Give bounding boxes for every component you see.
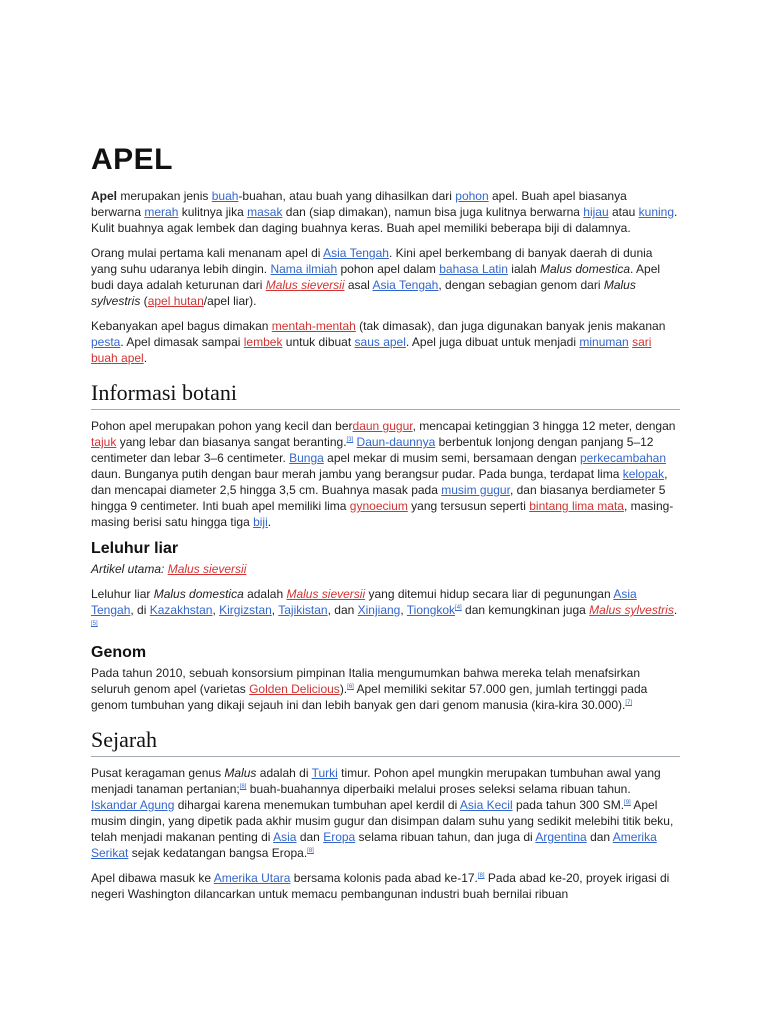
text: Apel musim dingin, yang dipetik pada akhir musim gugur dan disimpan dalam suhu yang sedikit melebihi titik beku, telah menjadi makanan penting di <box>91 798 674 844</box>
link-asia[interactable]: Asia <box>273 830 297 844</box>
reference-9[interactable] <box>624 800 631 806</box>
link-eropa[interactable]: Eropa <box>323 830 356 844</box>
intro-paragraph-2 <box>91 245 680 309</box>
leluhur-paragraph <box>91 586 680 634</box>
text: daun. Bunganya putih dengan baur merah jambu yang berangsur pudar. Pada bunga, terdapat lima <box>91 467 623 481</box>
link-minuman[interactable]: minuman <box>579 335 629 349</box>
link-golden-delicious[interactable]: Golden Delicious <box>249 682 340 696</box>
text: untuk dibuat <box>282 335 355 349</box>
reference-link[interactable]: [8] <box>239 784 247 790</box>
link-kazakhstan[interactable]: Kazakhstan <box>149 603 213 617</box>
reference-4[interactable] <box>455 605 462 611</box>
italic-term: Malus sylvestris <box>91 278 636 308</box>
text: , dan biasanya berdiameter 5 hingga 9 centimeter. Inti buah apel memiliki lima <box>91 483 666 513</box>
text: dan (siap dimakan), namun bisa juga kulitnya berwarna <box>282 205 584 219</box>
text: apel mekar di musim semi, bersamaan dengan <box>323 451 580 465</box>
text: , <box>400 603 407 617</box>
subsection-heading-genom: Genom <box>91 644 147 661</box>
text: Pohon apel merupakan pohon yang kecil dan ber <box>91 419 353 433</box>
link-nama-ilmiah[interactable]: Nama ilmiah <box>270 262 338 276</box>
bold-term: Apel <box>91 189 118 203</box>
link-turki[interactable]: Turki <box>311 766 338 780</box>
link-malus-sieversii[interactable] <box>266 278 345 292</box>
text: adalah <box>243 587 287 601</box>
botani-paragraph <box>91 418 680 530</box>
text: kulitnya jika <box>178 205 248 219</box>
link-text: Malus sieversii <box>286 587 366 601</box>
link-argentina[interactable]: Argentina <box>535 830 587 844</box>
text: , mencapai ketinggian 3 hingga 12 meter, dengan <box>412 419 676 433</box>
text: yang tersusun seperti <box>407 499 530 513</box>
text: Pada abad ke-20, proyek irigasi di negeri Washington dilancarkan untuk memacu pembangunan industri buah bernilai ribuan <box>91 871 670 901</box>
reference-link[interactable]: [7] <box>625 700 632 706</box>
hatnote-link[interactable]: Malus sieversii <box>167 562 247 576</box>
text: . <box>143 351 148 365</box>
reference-5[interactable] <box>91 621 98 627</box>
reference-7[interactable] <box>625 700 632 706</box>
reference-link[interactable]: [5] <box>91 621 98 627</box>
text: (tak dimasak), dan juga digunakan banyak jenis makanan <box>355 319 666 333</box>
text: Leluhur liar <box>91 587 154 601</box>
text: -buahan, atau buah yang dihasilkan dari <box>238 189 456 203</box>
link-kirgizstan[interactable]: Kirgizstan <box>219 603 272 617</box>
link-xinjiang[interactable]: Xinjiang <box>357 603 401 617</box>
text: timur. Pohon apel mungkin merupakan tumbuhan awal yang menjadi tanaman pertanian; <box>91 766 661 796</box>
text: Orang mulai pertama kali menanam apel di <box>91 246 324 260</box>
genom-paragraph <box>91 665 680 713</box>
text: . Apel dimasak sampai <box>120 335 244 349</box>
link-malus-sieversii-2[interactable] <box>286 587 365 601</box>
text: adalah di <box>256 766 312 780</box>
link-buah[interactable]: buah <box>211 189 239 203</box>
section-heading-botani: Informasi botani <box>91 380 680 410</box>
link-kelopak[interactable]: kelopak <box>622 467 665 481</box>
link-perkecambahan[interactable]: perkecambahan <box>579 451 667 465</box>
text: , <box>271 603 279 617</box>
link-sari-buah-apel[interactable]: sari buah apel <box>91 335 652 365</box>
reference-link[interactable]: [9] <box>624 800 631 806</box>
text: asal <box>344 278 373 292</box>
text: , dengan sebagian genom dari <box>438 278 604 292</box>
subsection-heading-leluhur: Leluhur liar <box>91 540 179 557</box>
text: pohon apel dalam <box>337 262 440 276</box>
link-kuning[interactable]: kuning <box>638 205 675 219</box>
link-biji[interactable]: biji <box>253 515 268 529</box>
link-musim-gugur[interactable]: musim gugur <box>441 483 510 497</box>
text: , masing-masing berisi satu hingga tiga <box>91 499 674 529</box>
link-text: Malus sylvestris <box>589 603 674 617</box>
text: Apel dibawa masuk ke <box>91 871 214 885</box>
text: ( <box>140 294 148 308</box>
link-amerika-serikat[interactable]: Amerika Serikat <box>91 830 657 860</box>
text: selama ribuan tahun, dan juga di <box>355 830 536 844</box>
reference-link[interactable]: [8] <box>477 873 485 879</box>
text: ialah <box>507 262 540 276</box>
reference-link[interactable]: [3] <box>346 437 354 443</box>
link-merah[interactable]: merah <box>144 205 179 219</box>
intro-paragraph-1 <box>91 188 680 236</box>
link-bintang-lima-mata[interactable]: bintang lima mata <box>529 499 624 513</box>
intro-paragraph-3 <box>91 318 680 366</box>
text: apel. Buah apel biasanya berwarna <box>91 189 627 219</box>
text: Pusat keragaman genus <box>91 766 225 780</box>
link-saus-apel[interactable]: saus apel <box>354 335 406 349</box>
link-mentah-mentah[interactable]: mentah-mentah <box>271 319 356 333</box>
reference-8b[interactable] <box>307 848 314 854</box>
text: . Apel budi daya adalah keturunan dari <box>91 262 661 292</box>
text: . <box>267 515 272 529</box>
link-daun-daunnya[interactable]: Daun-daunnya <box>356 435 436 449</box>
text: berbentuk lonjong dengan panjang 5–12 centimeter dan lebar 3–6 centimeter. <box>91 435 654 465</box>
text: , dan mencapai diameter 2,5 hingga 3,5 cm. Buahnya masak pada <box>91 467 668 497</box>
link-bahasa-latin[interactable]: bahasa Latin <box>439 262 508 276</box>
reference-6[interactable] <box>347 684 354 690</box>
text: yang lebar dan biasanya sangat beranting. <box>116 435 347 449</box>
link-tiongkok[interactable]: Tiongkok <box>406 603 456 617</box>
link-masak[interactable]: masak <box>247 205 283 219</box>
text: dihargai karena menemukan tumbuhan apel kerdil di <box>174 798 460 812</box>
text: dan <box>296 830 324 844</box>
text: . Kulit buahnya agak lembek dan daging buahnya keras. Buah apel memiliki beberapa biji di dalamnya. <box>91 205 678 235</box>
text: dan <box>586 830 613 844</box>
text: atau <box>608 205 639 219</box>
link-apel-hutan[interactable]: apel hutan <box>147 294 204 308</box>
text: Pada tahun 2010, sebuah konsorsium pimpinan Italia mengumumkan bahwa mereka telah menafsirkan seluruh genom apel (varietas <box>91 666 640 696</box>
link-text: Malus sieversii <box>265 278 345 292</box>
link-malus-sylvestris[interactable] <box>589 603 674 617</box>
text: Kebanyakan apel bagus dimakan <box>91 319 272 333</box>
text: bersama kolonis pada abad ke-17. <box>290 871 478 885</box>
reference-8c[interactable] <box>478 873 485 879</box>
link-lembek[interactable]: lembek <box>243 335 283 349</box>
text: Apel memiliki sekitar 57.000 gen, jumlah tertinggi pada genom tumbuhan yang dikaji sejauh ini dan lebih banyak gen dari genom manusia (kira-kira 30.000). <box>91 682 648 712</box>
text: pada tahun 300 SM. <box>512 798 625 812</box>
text: ). <box>339 682 348 696</box>
section-heading-sejarah: Sejarah <box>91 727 680 757</box>
link-asia-kecil[interactable]: Asia Kecil <box>459 798 513 812</box>
text: . Kini apel berkembang di banyak daerah di dunia yang suhu udaranya lebih dingin. <box>91 246 653 276</box>
reference-link[interactable]: [8] <box>307 848 314 854</box>
italic-term: Malus domestica <box>153 587 244 601</box>
text: . Apel juga dibuat untuk menjadi <box>405 335 580 349</box>
link-amerika-utara[interactable]: Amerika Utara <box>213 871 291 885</box>
link-pohon[interactable]: pohon <box>455 189 489 203</box>
sejarah-paragraph-1 <box>91 765 680 861</box>
sejarah-paragraph-2 <box>91 870 680 902</box>
link-pesta[interactable]: pesta <box>91 335 121 349</box>
reference-link[interactable]: [6] <box>347 684 354 690</box>
italic-term: Malus <box>224 766 257 780</box>
link-hijau[interactable]: hijau <box>583 205 609 219</box>
link-asia-tengah-3[interactable]: Asia Tengah <box>91 587 637 617</box>
article-content <box>91 140 680 911</box>
text: buah-buahannya diperbaiki melalui proses seleksi selama ribuan tahun. <box>246 782 631 796</box>
hatnote <box>91 561 680 577</box>
page-title: APEL <box>91 143 174 176</box>
link-iskandar-agung[interactable]: Iskandar Agung <box>91 798 175 812</box>
text: , dan <box>327 603 358 617</box>
italic-term: Malus domestica <box>540 262 631 276</box>
text: dan kemungkinan juga <box>461 603 590 617</box>
text: sejak kedatangan bangsa Eropa. <box>128 846 308 860</box>
text: yang ditemui hidup secara liar di pegunungan <box>365 587 614 601</box>
text: , <box>212 603 220 617</box>
link-bunga[interactable]: Bunga <box>289 451 324 465</box>
link-daun-gugur[interactable]: daun gugur <box>352 419 413 433</box>
hatnote-prefix: Artikel utama: <box>91 562 168 576</box>
link-tajuk[interactable]: tajuk <box>91 435 117 449</box>
link-asia-tengah-2[interactable]: Asia Tengah <box>372 278 439 292</box>
link-gynoecium[interactable]: gynoecium <box>349 499 408 513</box>
text: /apel liar). <box>203 294 257 308</box>
text: , di <box>130 603 150 617</box>
text: merupakan jenis <box>117 189 212 203</box>
link-asia-tengah[interactable]: Asia Tengah <box>323 246 389 260</box>
link-tajikistan[interactable]: Tajikistan <box>278 603 328 617</box>
reference-link[interactable]: [4] <box>455 605 462 611</box>
text: . <box>673 603 678 617</box>
